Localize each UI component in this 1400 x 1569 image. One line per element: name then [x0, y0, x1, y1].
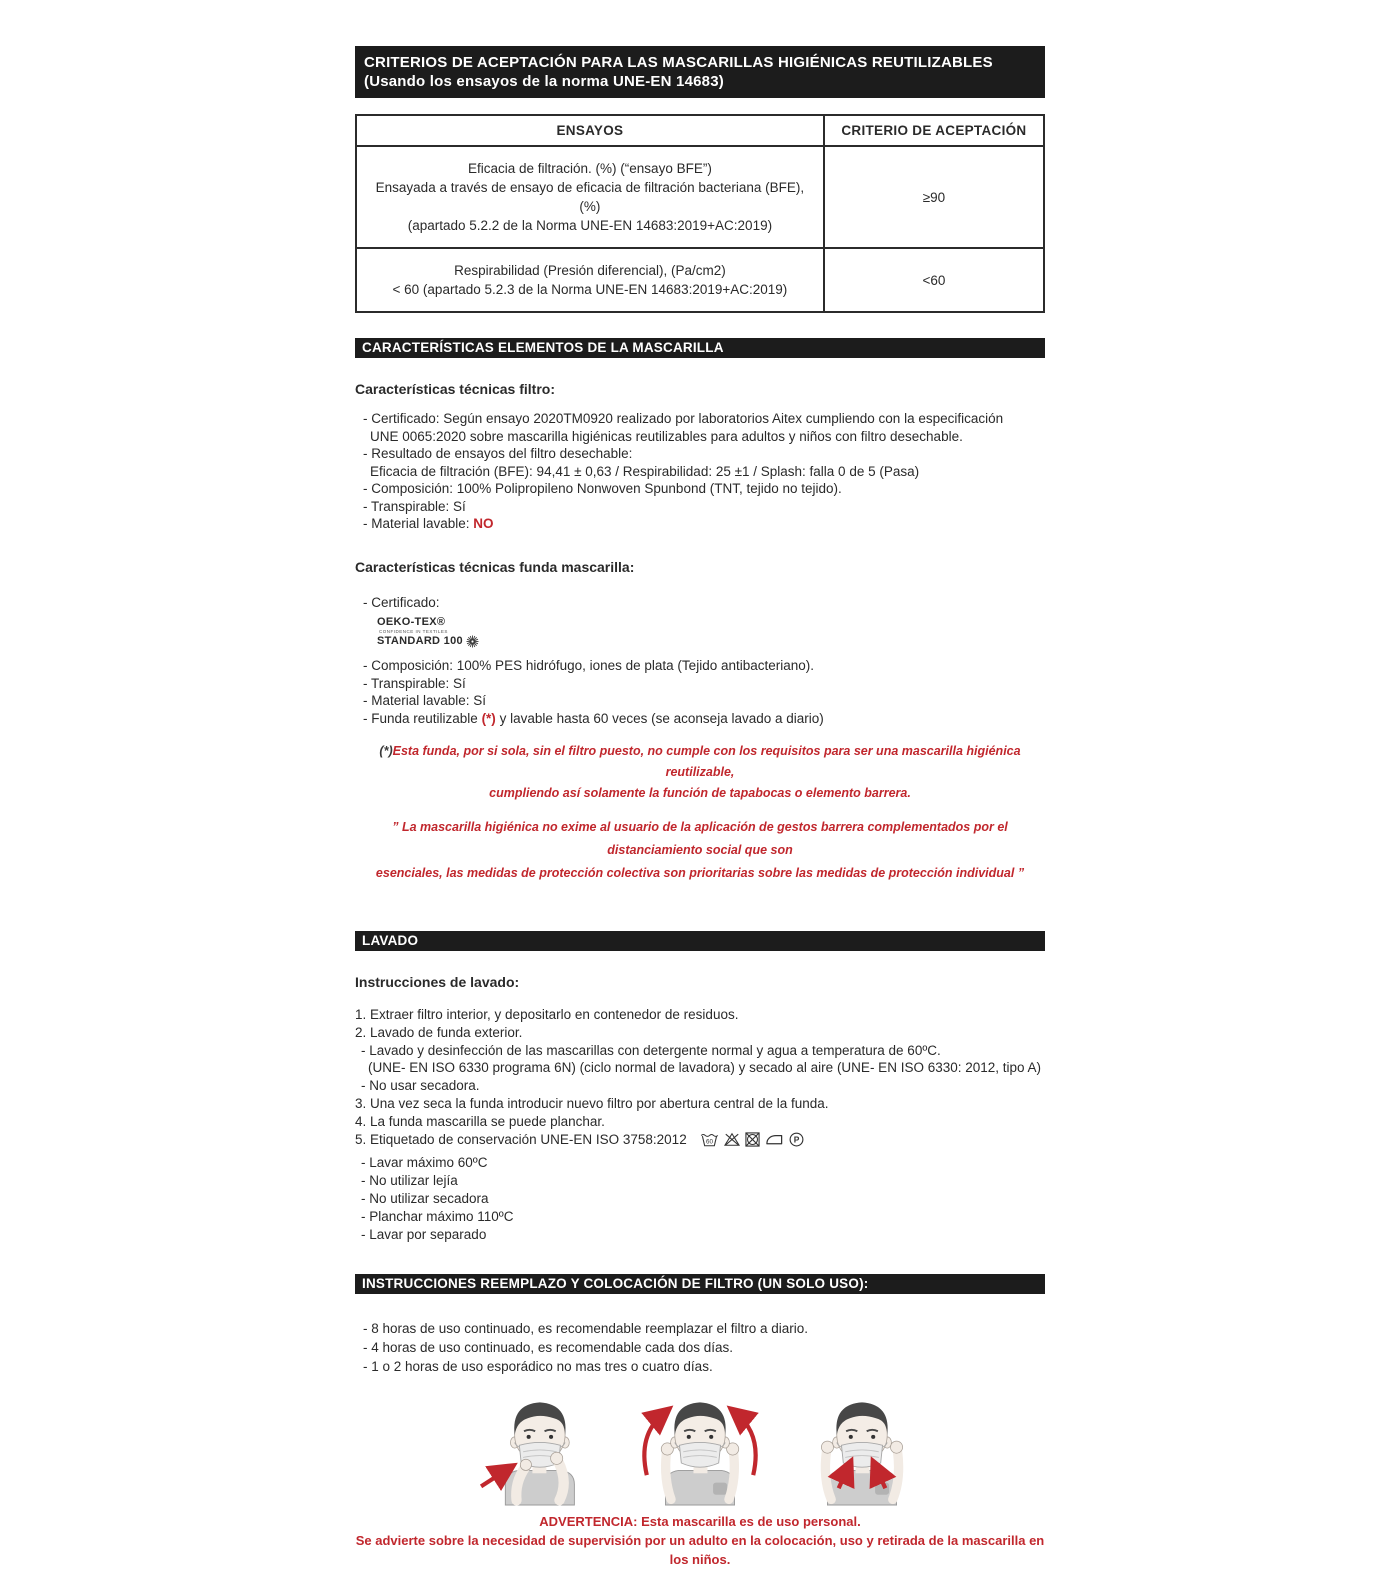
col-header-criterio: CRITERIO DE ACEPTACIÓN: [824, 115, 1044, 146]
lavado-heading: Instrucciones de lavado:: [355, 974, 520, 990]
reemplazo-item-1: - 8 horas de uso continuado, es recomendable reemplazar el filtro a diario.: [363, 1321, 808, 1337]
funda-reutilizable-prefix: - Funda reutilizable: [363, 710, 482, 726]
reemplazo-list: [355, 1319, 1045, 1376]
funda-reutilizable-suffix: y lavable hasta 60 veces (se aconseja lavado a diario): [495, 710, 824, 726]
svg-text:60: 60: [706, 1137, 714, 1145]
criterios-title-line2: (Usando los ensayos de la norma UNE-EN 14683): [364, 73, 724, 90]
oeko-tex-tagline: CONFIDENCE IN TEXTILES: [379, 628, 448, 634]
funda-reutilizable-star: (*): [481, 710, 496, 726]
oeko-tex-logo: [377, 617, 1045, 648]
funda-list: [355, 594, 1045, 728]
no-tumble-dry-icon: [745, 1132, 760, 1147]
funda-heading: Características técnicas funda mascarilla:: [355, 558, 635, 575]
care-notes-list: [355, 1154, 1045, 1244]
oeko-flower-icon: [466, 635, 479, 648]
general-disclaimer-line1: ” La mascarilla higiénica no exime al usuario de la aplicación de gestos barrera complementados por el distanciamiento social que son: [392, 820, 1008, 857]
funda-disclaimer-line1: Esta funda, por si sola, sin el filtro puesto, no cumple con los requisitos para ser una mascarilla higiénica reutilizable,: [392, 744, 1021, 779]
lavado-step-2: 2. Lavado de funda exterior.: [355, 1024, 523, 1040]
wash-max-60-icon: [700, 1132, 719, 1147]
care-note-5: - Lavar por separado: [361, 1227, 487, 1243]
bfe-line2: Ensayada a través de ensayo de eficacia de filtración bacteriana (BFE), (%): [375, 180, 805, 214]
advertencia-warning: [355, 1512, 1045, 1569]
no-bleach-icon: [724, 1132, 740, 1147]
filtro-resultado-values: Eficacia de filtración (BFE): 94,41 ± 0,63 / Respirabilidad: 25 ±1 / Splash: falla 0 de 5 (Pasa): [370, 463, 920, 479]
acceptance-criteria-table: [355, 114, 1045, 313]
document-content: [355, 46, 1045, 1569]
funda-disclaimer-line2: cumpliendo así solamente la función de tapabocas o elemento barrera.: [489, 786, 911, 800]
reemplazo-header-bar: INSTRUCCIONES REEMPLAZO Y COLOCACIÓN DE FILTRO (UN SOLO USO):: [355, 1274, 1045, 1294]
lavado-step-3: 3. Una vez seca la funda introducir nuevo filtro por abertura central de la funda.: [355, 1095, 829, 1111]
lavado-step-4: 4. La funda mascarilla se puede planchar.: [355, 1113, 605, 1129]
lavado-header-bar: LAVADO: [355, 931, 1045, 951]
cell-test-respirabilidad: [356, 248, 824, 312]
funda-transpirable-line: - Transpirable: Sí: [363, 675, 466, 691]
table-row: [356, 146, 1044, 248]
bfe-line3: (apartado 5.2.2 de la Norma UNE-EN 14683:2019+AC:2019): [407, 218, 773, 233]
oeko-tex-brand: OEKO-TEX®: [377, 616, 446, 628]
filtro-resultado-line: - Resultado de ensayos del filtro desechable:: [363, 446, 633, 461]
filtro-cert-line2: UNE 0065:2020 sobre mascarilla higiénicas reutilizables para adultos y niños con filtro desechable.: [370, 428, 963, 444]
lavado-step-2b: - No usar secadora.: [361, 1078, 480, 1094]
care-note-4: - Planchar máximo 110ºC: [361, 1209, 514, 1225]
note-star-prefix: (*): [379, 744, 393, 758]
lavado-step-5-text: 5. Etiquetado de conservación UNE-EN ISO 3758:2012: [355, 1131, 687, 1147]
lavado-step-2a-cont: (UNE- EN ISO 6330 programa 6N) (ciclo normal de lavadora) y secado al aire (UNE- EN ISO 6330: 2012, tipo A): [368, 1060, 1042, 1076]
reemplazo-item-2: - 4 horas de uso continuado, es recomendable cada dos días.: [363, 1340, 733, 1356]
cell-criterio-respirabilidad: <60: [824, 248, 1044, 312]
resp-line2: < 60 (apartado 5.2.3 de la Norma UNE-EN 14683:2019+AC:2019): [392, 282, 788, 297]
filtro-list: [355, 410, 1045, 533]
iron-icon: [765, 1132, 784, 1146]
general-disclaimer-line2: esenciales, las medidas de protección colectiva son prioritarias sobre las medidas de protección individual ”: [375, 866, 1025, 880]
caracteristicas-header-bar: CARACTERÍSTICAS ELEMENTOS DE LA MASCARILLA: [355, 338, 1045, 358]
lavado-step-1: 1. Extraer filtro interior, y depositarlo en contenedor de residuos.: [355, 1007, 739, 1022]
care-note-1: - Lavar máximo 60ºC: [361, 1155, 488, 1171]
lavado-step-5: [355, 1131, 1045, 1149]
funda-composicion-line: - Composición: 100% PES hidrófugo, iones de plata (Tejido antibacteriano).: [363, 658, 815, 673]
bfe-line1: Eficacia de filtración. (%) (“ensayo BFE”): [468, 161, 712, 176]
care-note-2: - No utilizar lejía: [361, 1173, 458, 1189]
resp-line1: Respirabilidad (Presión diferencial), (Pa/cm2): [454, 263, 726, 278]
lavado-step-2a: - Lavado y desinfección de las mascarillas con detergente normal y agua a temperatura de 60ºC.: [361, 1042, 941, 1058]
mask-place-figure: [468, 1392, 608, 1506]
criterios-title-line1: CRITERIOS DE ACEPTACIÓN PARA LAS MASCARILLAS HIGIÉNICAS REUTILIZABLES: [364, 54, 993, 71]
reemplazo-item-3: - 1 o 2 horas de uso esporádico no mas tres o cuatro días.: [363, 1359, 713, 1375]
funda-lavable-line: - Material lavable: Sí: [363, 693, 487, 708]
care-note-3: - No utilizar secadora: [361, 1191, 489, 1207]
filtro-heading: Características técnicas filtro:: [355, 381, 555, 397]
mask-instruction-figures: [355, 1392, 1045, 1506]
funda-reutilizable-line: [363, 710, 1045, 728]
care-symbols-row: [700, 1132, 804, 1147]
filtro-lavable-line: [363, 515, 1045, 533]
cell-test-bfe: [356, 146, 824, 248]
filtro-transpirable-line: - Transpirable: Sí: [363, 498, 466, 514]
filtro-composicion-line: - Composición: 100% Polipropileno Nonwoven Spunbond (TNT, tejido no tejido).: [363, 481, 842, 496]
criterios-header-bar: [355, 46, 1045, 98]
lavado-steps-list: [355, 1006, 1045, 1244]
funda-disclaimer-note: [355, 741, 1045, 804]
table-header-row: [356, 115, 1044, 146]
general-disclaimer-quote: [355, 816, 1045, 885]
filtro-lavable-label: - Material lavable:: [363, 516, 474, 531]
funda-certificado-line: - Certificado:: [363, 594, 440, 610]
cell-criterio-bfe: ≥90: [824, 146, 1044, 248]
table-row: [356, 248, 1044, 312]
mask-adjust-figure: [792, 1392, 932, 1506]
col-header-ensayos: ENSAYOS: [356, 115, 824, 146]
filtro-lavable-value: NO: [473, 516, 494, 531]
mask-earloop-figure: [630, 1392, 770, 1506]
svg-text:P: P: [794, 1134, 800, 1145]
advertencia-line1: ADVERTENCIA: Esta mascarilla es de uso personal.: [539, 1514, 861, 1530]
professional-dry-clean-icon: [789, 1132, 804, 1147]
oeko-tex-standard: STANDARD 100: [377, 635, 463, 647]
advertencia-line2: Se advierte sobre la necesidad de supervisión por un adulto en la colocación, uso y retirada de la mascarilla en los niños.: [355, 1533, 1045, 1568]
filtro-cert-line1: - Certificado: Según ensayo 2020TM0920 realizado por laboratorios Aitex cumpliendo con la especificación: [363, 411, 1004, 426]
